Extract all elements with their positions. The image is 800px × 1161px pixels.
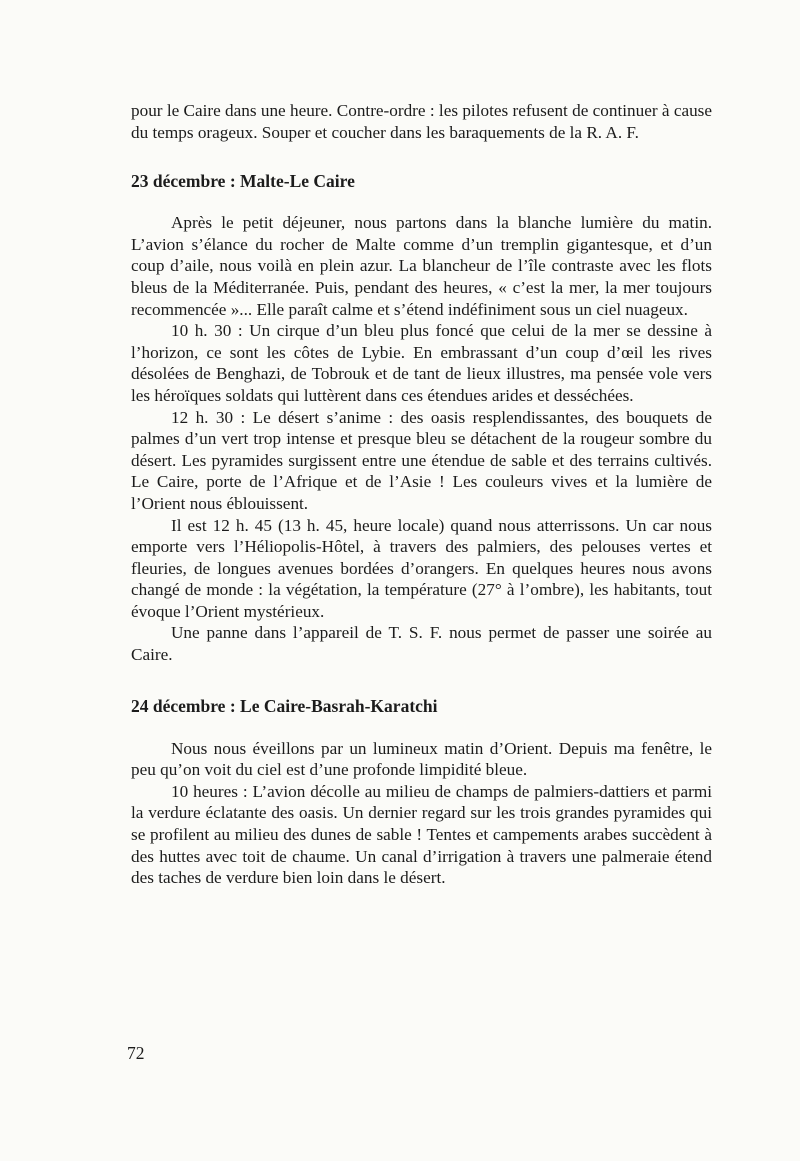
section-heading-23-december: 23 décembre : Malte-Le Caire	[131, 171, 355, 192]
paragraph: Il est 12 h. 45 (13 h. 45, heure locale) quand nous atterrissons. Un car nous emporte vers l’Héliopolis-Hôtel, à travers des palmiers, des pelouses vertes et fleuries, de longues avenues bordées d’orangers. En quelques heures nous avons changé de monde : la végétation, la température (27° à l’ombre), les habitants, tout évoque l’Orient mystérieux.	[131, 515, 712, 621]
paragraph: Nous nous éveillons par un lumineux matin d’Orient. Depuis ma fenêtre, le peu qu’on voit du ciel est d’une profonde limpidité bleue.	[131, 738, 712, 780]
paragraph: Après le petit déjeuner, nous partons dans la blanche lumière du matin. L’avion s’élance du rocher de Malte comme d’un tremplin gigantesque, et d’un coup d’aile, nous voilà en plein azur. La blancheur de l’île contraste avec les flots bleus de la Méditerranée. Puis, pendant des heures, « c’est la mer, la mer toujours recommencée »... Elle paraît calme et s’étend indéfiniment sous un ciel nuageux.	[131, 213, 712, 319]
paragraph: 10 heures : L’avion décolle au milieu de champs de palmiers-dattiers et parmi la verdure éclatante des oasis. Un dernier regard sur les trois grandes pyramides qui se profilent au milieu des dunes de sable ! Tentes et campements arabes succèdent à des huttes avec toit de chaume. Un canal d’irrigation à travers une palmeraie étend des taches de verdure bien loin dans le désert.	[131, 781, 712, 888]
paragraph: Une panne dans l’appareil de T. S. F. nous permet de passer une soirée au Caire.	[131, 623, 712, 665]
intro-paragraph: pour le Caire dans une heure. Contre-ordre : les pilotes refusent de continuer à cause du temps orageux. Souper et coucher dans les baraquements de la R. A. F.	[131, 101, 712, 142]
text-column	[131, 100, 712, 889]
section-heading-24-december: 24 décembre : Le Caire-Basrah-Karatchi	[131, 695, 438, 716]
paragraph: 12 h. 30 : Le désert s’anime : des oasis resplendissantes, des bouquets de palmes d’un vert trop intense et presque bleu se détachent de la rougeur sombre du désert. Les pyramides surgissent entre une étendue de sable et des terrains cultivés. Le Caire, porte de l’Afrique et de l’Asie ! Les couleurs vives et la lumière de l’Orient nous éblouissent.	[131, 407, 712, 513]
page-number: 72	[127, 1043, 145, 1063]
paragraph: 10 h. 30 : Un cirque d’un bleu plus foncé que celui de la mer se dessine à l’horizon, ce sont les côtes de Lybie. En embrassant d’un coup d’œil les rives désolées de Benghazi, de Tobrouk et de tant de lieux illustres, ma pensée vole vers les héroïques soldats qui luttèrent dans ces étendues arides et desséchées.	[131, 321, 712, 405]
